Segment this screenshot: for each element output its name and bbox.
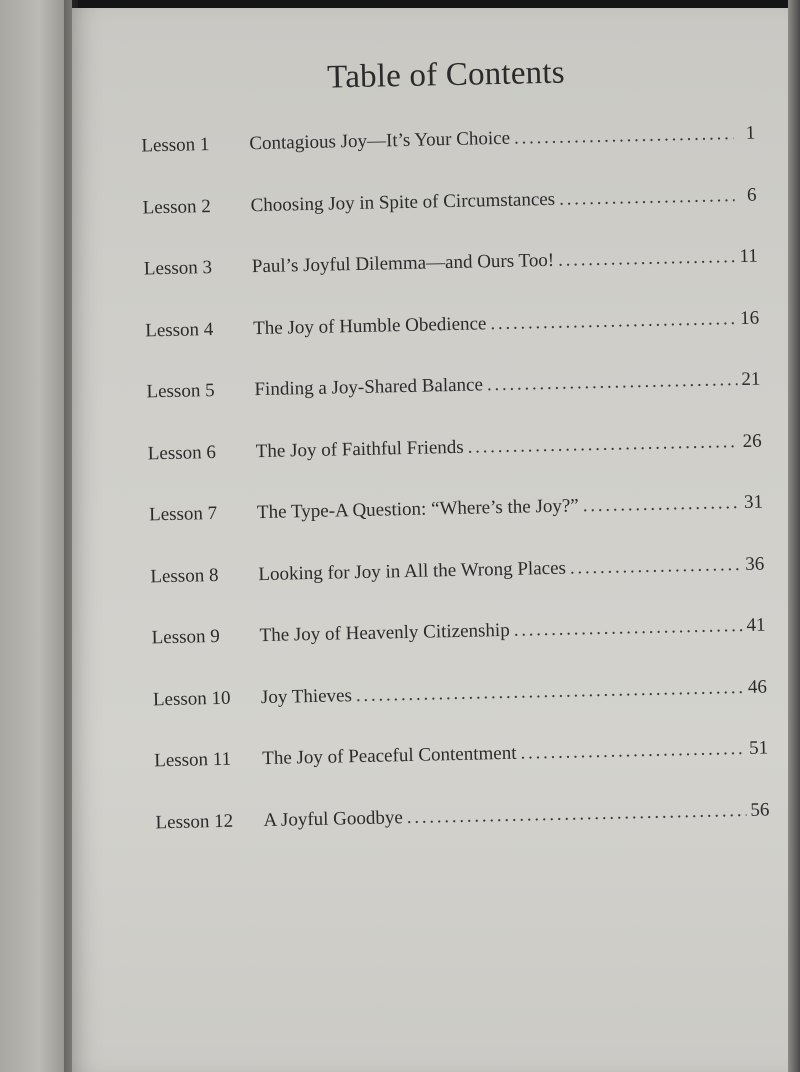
- lesson-number: Lesson 7: [148, 502, 218, 526]
- lesson-number: Lesson 9: [151, 625, 220, 649]
- lesson-title: The Joy of Humble Obedience: [252, 312, 487, 339]
- book-page: [72, 8, 788, 1072]
- lesson-number: Lesson 2: [142, 195, 211, 218]
- dot-leader: [513, 615, 742, 642]
- page-number: 51: [748, 737, 769, 759]
- lesson-number: Lesson 12: [155, 810, 234, 833]
- dot-leader: [467, 431, 738, 459]
- page-number: 1: [745, 122, 756, 144]
- lesson-number: Lesson 1: [141, 134, 210, 157]
- lesson-title: A Joyful Goodbye: [263, 806, 404, 831]
- lesson-number: Lesson 8: [150, 564, 219, 587]
- dot-leader: [490, 308, 736, 335]
- lesson-number: Lesson 6: [147, 441, 217, 464]
- toc-entry: [155, 799, 770, 873]
- lesson-number: Lesson 3: [143, 257, 213, 280]
- dot-leader: [558, 246, 736, 272]
- facing-page-edge: [0, 0, 72, 1072]
- toc-list: [141, 123, 770, 874]
- page-number: 31: [743, 491, 764, 513]
- page-number: 36: [745, 553, 765, 575]
- dot-leader: [570, 554, 742, 580]
- page-number: 41: [746, 614, 766, 636]
- lesson-title: The Joy of Peaceful Contentment: [262, 742, 517, 770]
- lesson-number: Lesson 10: [152, 687, 231, 710]
- lesson-title: The Joy of Faithful Friends: [255, 436, 464, 462]
- dot-leader: [514, 123, 734, 150]
- lesson-title: Choosing Joy in Spite of Circumstances: [250, 188, 556, 216]
- dot-leader: [520, 738, 745, 765]
- dot-leader: [583, 492, 741, 517]
- lesson-title: Contagious Joy—It’s Your Choice: [249, 127, 511, 155]
- page-title: Table of Contents: [326, 54, 566, 96]
- page-number: 16: [739, 307, 760, 329]
- lesson-title: The Type-A Question: “Where’s the Joy?”: [256, 495, 579, 524]
- page-edge-shadow: [788, 0, 800, 1072]
- page-number: 56: [750, 798, 770, 821]
- lesson-title: The Joy of Heavenly Citizenship: [259, 619, 510, 647]
- page-number: 46: [747, 675, 768, 698]
- lesson-number: Lesson 11: [154, 748, 232, 772]
- lesson-title: Joy Thieves: [260, 684, 353, 708]
- dot-leader: [559, 185, 735, 211]
- lesson-title: Paul’s Joyful Dilemma—and Ours Too!: [251, 249, 555, 278]
- table-of-contents: [71, 0, 800, 1072]
- page-number: 26: [742, 430, 762, 452]
- page-number: 11: [739, 245, 759, 267]
- lesson-title: Finding a Joy-Shared Balance: [254, 374, 484, 401]
- page-number: 6: [746, 184, 757, 206]
- lesson-number: Lesson 4: [145, 318, 214, 341]
- dot-leader: [487, 369, 738, 396]
- lesson-title: Looking for Joy in All the Wrong Places: [258, 557, 567, 585]
- lesson-number: Lesson 5: [146, 379, 215, 403]
- page-number: 21: [741, 368, 761, 390]
